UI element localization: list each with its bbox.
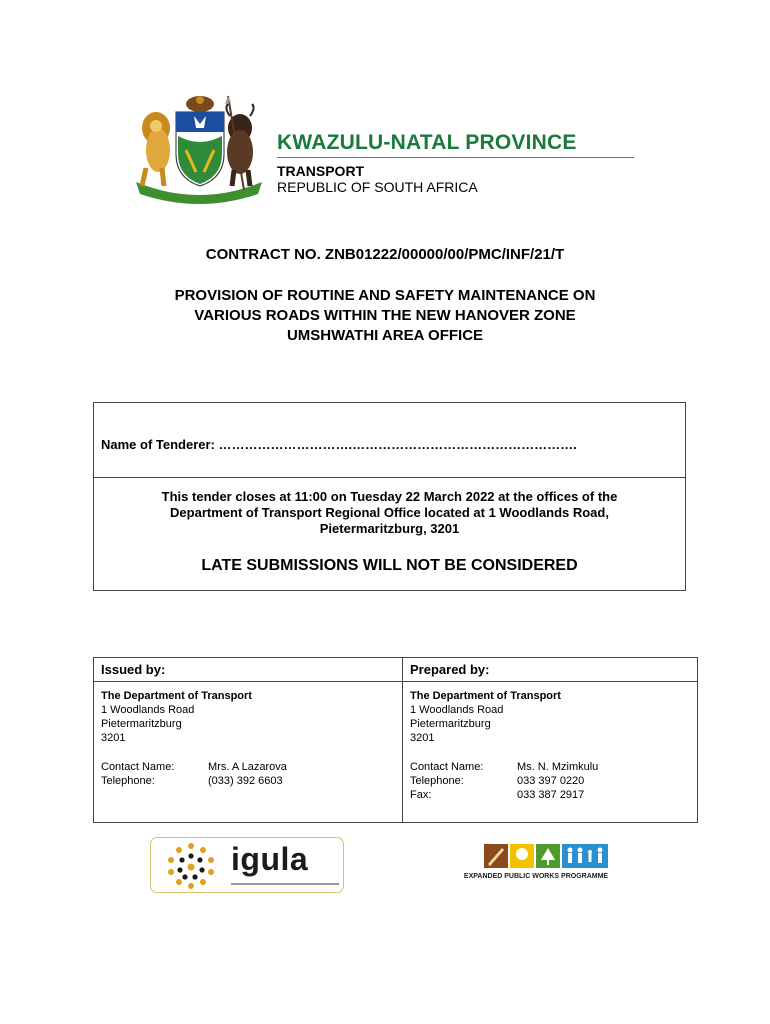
contact-name-row bbox=[410, 760, 598, 774]
country-name: REPUBLIC OF SOUTH AFRICA bbox=[277, 179, 478, 195]
prepared-by-contacts bbox=[410, 760, 598, 802]
prepared-by-heading: Prepared by: bbox=[410, 662, 490, 677]
closing-notice-line: Pietermaritzburg, 3201 bbox=[319, 521, 460, 536]
epwp-caption: EXPANDED PUBLIC WORKS PROGRAMME bbox=[463, 873, 609, 880]
project-title-line: PROVISION OF ROUTINE AND SAFETY MAINTENANCE ON bbox=[174, 287, 596, 304]
epwp-logo bbox=[456, 834, 616, 902]
prepared-by-address bbox=[410, 689, 561, 745]
tender-info-box bbox=[93, 402, 686, 591]
project-title-line: UMSHWATHI AREA OFFICE bbox=[286, 327, 484, 344]
closing-notice-line: Department of Transport Regional Office located at 1 Woodlands Road, bbox=[170, 505, 609, 520]
telephone-value: (033) 392 6603 bbox=[208, 775, 283, 787]
telephone-value: 033 397 0220 bbox=[517, 775, 585, 787]
issued-by-heading: Issued by: bbox=[101, 662, 166, 677]
street-address: 1 Woodlands Road bbox=[101, 704, 195, 716]
project-title bbox=[0, 286, 770, 346]
fax-label: Fax: bbox=[410, 789, 432, 801]
fax-value: 033 387 2917 bbox=[517, 789, 585, 801]
city: Pietermaritzburg bbox=[410, 718, 491, 730]
tenderer-name-row bbox=[94, 403, 685, 478]
city: Pietermaritzburg bbox=[101, 718, 182, 730]
province-title: KWAZULU-NATAL PROVINCE bbox=[277, 131, 577, 154]
late-submission-warning: LATE SUBMISSIONS WILL NOT BE CONSIDERED bbox=[201, 557, 578, 574]
project-title-line: VARIOUS ROADS WITHIN THE NEW HANOVER ZONE bbox=[194, 307, 576, 324]
closing-notice bbox=[94, 489, 685, 537]
telephone-row bbox=[101, 774, 287, 788]
contact-name-row bbox=[101, 760, 287, 774]
tenderer-name-field: Name of Tenderer: ………………………….……………………………………………. bbox=[101, 437, 577, 452]
organisation-name: The Department of Transport bbox=[101, 690, 252, 702]
issued-by-contacts bbox=[101, 760, 287, 788]
column-divider bbox=[94, 681, 402, 682]
contact-details-table bbox=[93, 657, 698, 823]
contact-name-label: Contact Name: bbox=[410, 761, 484, 773]
telephone-label: Telephone: bbox=[410, 775, 464, 787]
postal-code: 3201 bbox=[101, 732, 126, 744]
igula-dots-icon bbox=[161, 840, 221, 892]
organisation-name: The Department of Transport bbox=[410, 690, 561, 702]
header-divider bbox=[277, 157, 634, 158]
postal-code: 3201 bbox=[410, 732, 435, 744]
street-address: 1 Woodlands Road bbox=[410, 704, 504, 716]
contact-name-value: Ms. N. Mzimkulu bbox=[517, 761, 599, 773]
issued-by-address bbox=[101, 689, 252, 745]
igula-tagline-bar bbox=[231, 882, 339, 886]
igula-wordmark: igula bbox=[231, 841, 309, 877]
department-name: TRANSPORT bbox=[277, 163, 365, 179]
contact-name-label: Contact Name: bbox=[101, 761, 175, 773]
fax-row bbox=[410, 788, 598, 802]
epwp-tiles-icon bbox=[456, 834, 616, 870]
kzn-coat-of-arms-logo bbox=[126, 90, 272, 210]
issued-by-column bbox=[94, 658, 403, 822]
column-divider bbox=[403, 681, 697, 682]
prepared-by-column bbox=[403, 658, 697, 822]
telephone-row bbox=[410, 774, 598, 788]
telephone-label: Telephone: bbox=[101, 775, 155, 787]
igula-logo bbox=[150, 837, 344, 893]
contract-number: CONTRACT NO. ZNB01222/00000/00/PMC/INF/21/T bbox=[205, 246, 565, 263]
contact-name-value: Mrs. A Lazarova bbox=[208, 761, 287, 773]
closing-notice-line: This tender closes at 11:00 on Tuesday 22 March 2022 at the offices of the bbox=[161, 489, 618, 504]
